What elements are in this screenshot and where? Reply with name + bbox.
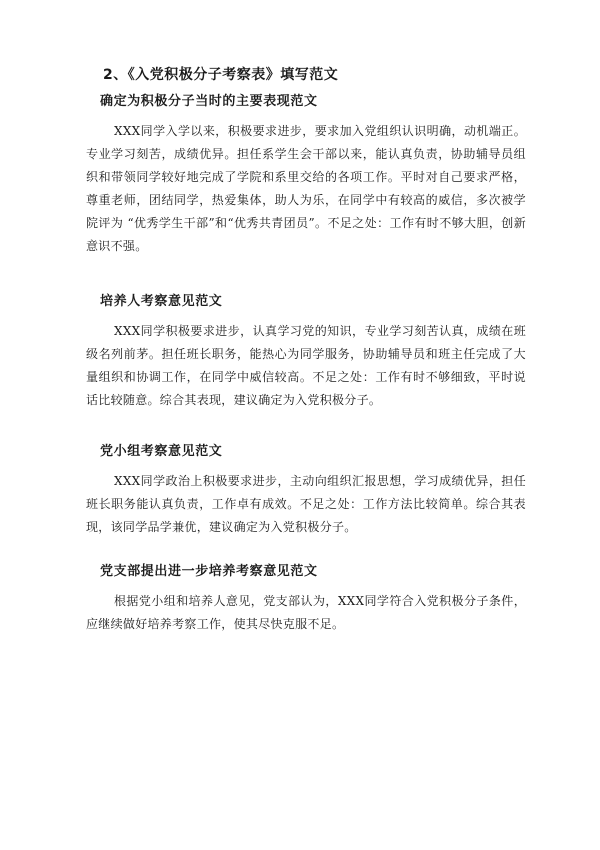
section-body: XXX同学入学以来，积极要求进步，要求加入党组织认识明确，动机端正。专业学习刻苦，成绩优异。担任系学生会干部以来，能认真负责，协助辅导员组织和带领同学较好地完成了学院和系里交给的各项工作。平时对自己要求严格，尊重老师，团结同学，热爱集体，助人为乐，在同学中有较高的威信，多次被学院评为 “优秀学生干部”和“优秀共青团员”。不足之处：工作有时不够大胆，创新意识不强。 xyxy=(86,124,526,253)
section-initial-performance xyxy=(86,90,526,258)
section-heading: 确定为积极分子当时的主要表现范文 xyxy=(100,94,318,109)
section-body: 根据党小组和培养人意见，党支部认为，XXX同学符合入党积极分子条件，应继续做好培养考察工作，使其尽快克服不足。 xyxy=(86,594,526,631)
section-heading: 党支部提出进一步培养考察意见范文 xyxy=(100,564,318,579)
section-body: XXX同学政治上积极要求进步，主动向组织汇报思想，学习成绩优异，担任班长职务能认真负责，工作卓有成效。不足之处：工作方法比较简单。综合其表现，该同学品学兼优，建议确定为入党积极分子。 xyxy=(86,474,526,534)
section-heading: 党小组考察意见范文 xyxy=(100,444,223,459)
section-mentor-opinion xyxy=(86,290,526,412)
section-body: XXX同学积极要求进步，认真学习党的知识，专业学习刻苦认真，成绩在班级名列前茅。担任班长职务，能热心为同学服务，协助辅导员和班主任完成了大量组织和协调工作，在同学中威信较高。不足之处：工作有时不够细致，平时说话比较随意。综合其表现，建议确定为入党积极分子。 xyxy=(86,324,526,407)
section-party-group-opinion xyxy=(86,440,526,539)
section-branch-opinion xyxy=(86,560,526,636)
document-title: 2、《入党积极分子考察表》填写范文 xyxy=(103,67,339,83)
section-heading: 培养人考察意见范文 xyxy=(100,294,223,309)
